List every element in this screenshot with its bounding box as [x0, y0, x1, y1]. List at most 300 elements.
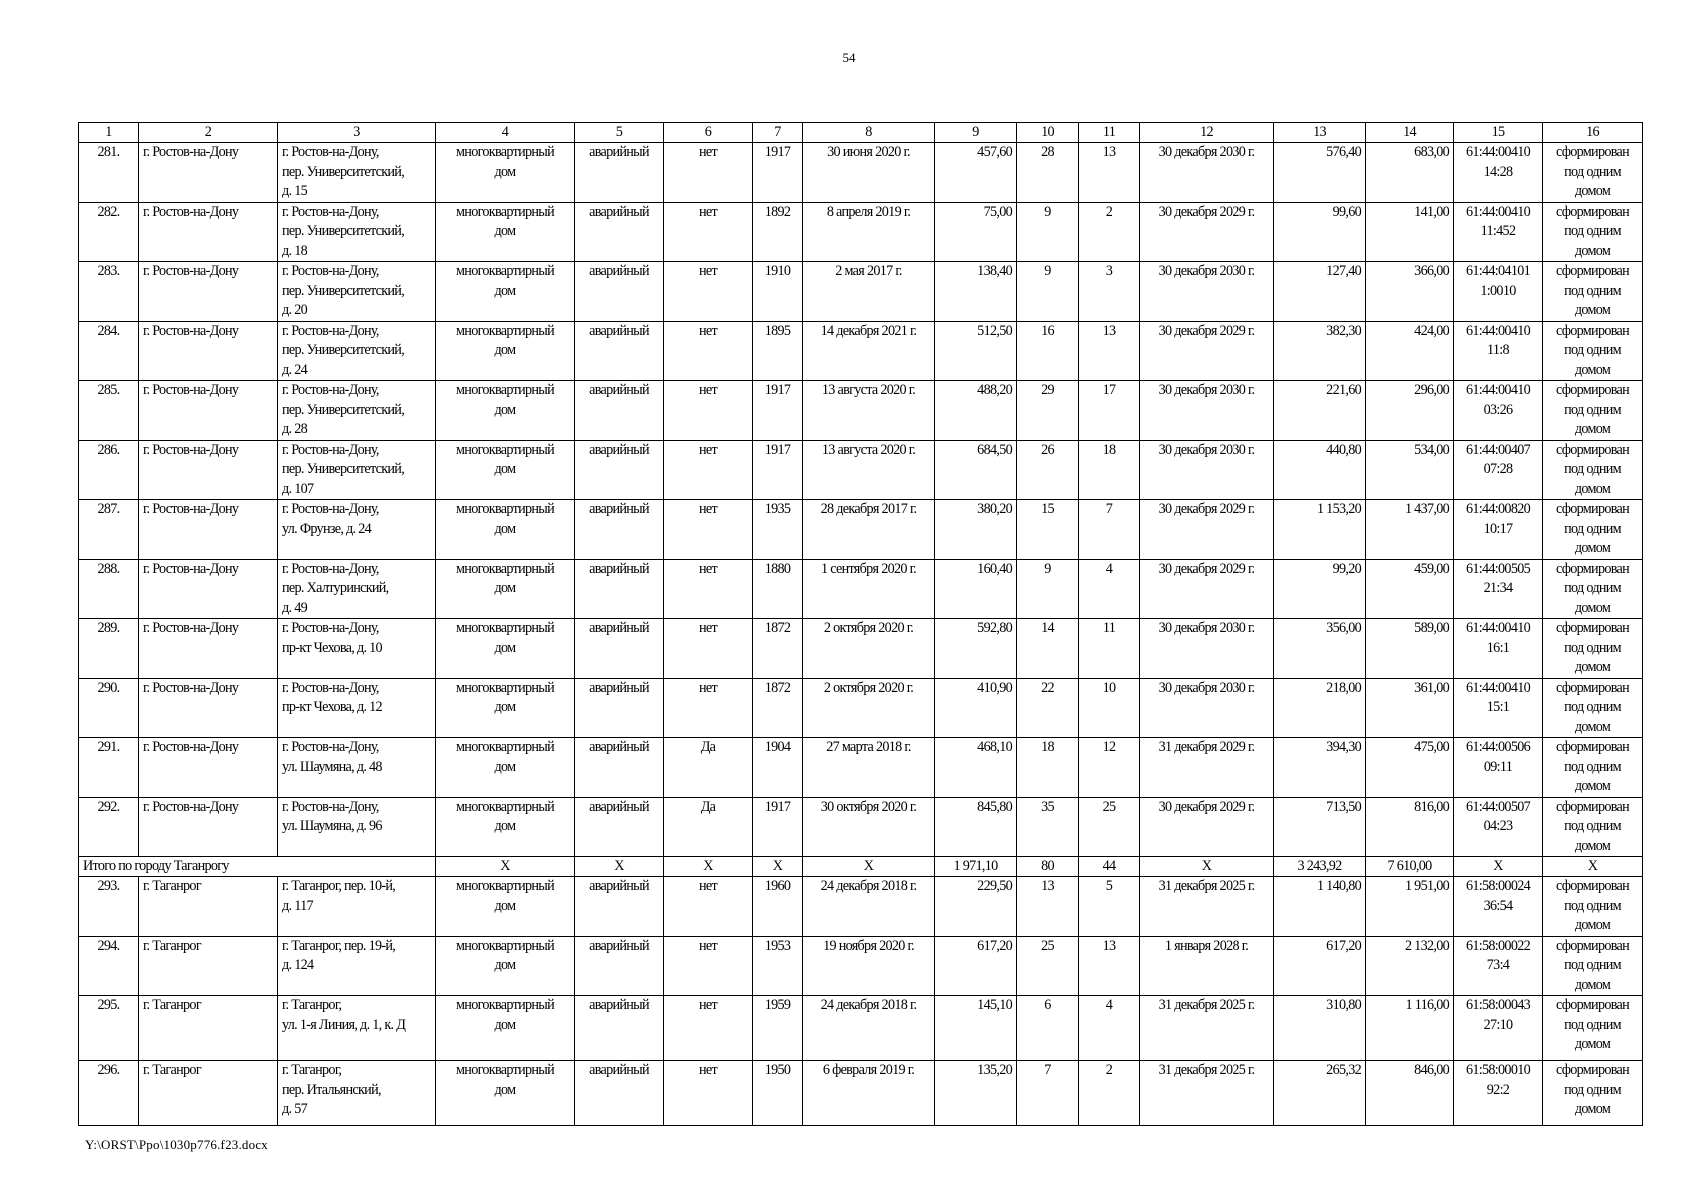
- address-line: д. 124: [282, 957, 314, 973]
- value-col13-line: 617,20: [1326, 937, 1361, 954]
- address-line: г. Ростов-на-Дону,: [282, 679, 379, 696]
- note: [1543, 202, 1643, 262]
- value-col10-line: 22: [1041, 679, 1054, 696]
- area: [935, 202, 1017, 262]
- address-line: ул. Шаумяна, д. 96: [282, 818, 382, 834]
- row-number: [79, 440, 139, 500]
- note: [1543, 1061, 1643, 1126]
- flag-line: нет: [699, 144, 717, 160]
- flag-line: нет: [699, 997, 717, 1013]
- value-col10: [1017, 559, 1079, 619]
- municipality-line: г. Ростов-на-Дону: [143, 679, 239, 696]
- building-type: [436, 877, 575, 937]
- municipality-line: г. Ростов-на-Дону: [143, 322, 239, 339]
- year-line: 1935: [764, 501, 791, 517]
- note-line: сформирован: [1555, 441, 1630, 458]
- value-col11-line: 4: [1105, 560, 1113, 577]
- year: [753, 619, 803, 679]
- address-line: пер. Университетский,: [282, 401, 405, 418]
- note-line: под одним: [1564, 580, 1621, 596]
- note-line: домом: [1574, 480, 1611, 497]
- planned-date: [1140, 738, 1274, 798]
- note-line: сформирован: [1555, 878, 1630, 894]
- status: [575, 1061, 664, 1126]
- table-row: [79, 202, 1643, 262]
- note-line: сформирован: [1555, 937, 1630, 954]
- value-col11: [1079, 262, 1140, 322]
- year-line: 1917: [764, 441, 791, 458]
- area-line: 512,50: [977, 322, 1012, 339]
- value-col10: [1017, 440, 1079, 500]
- year: [753, 877, 803, 937]
- building-type-line: дом: [494, 699, 516, 715]
- subtotal-c5: X: [575, 857, 664, 877]
- cadastral-number: [1454, 143, 1543, 203]
- value-col14: [1366, 797, 1454, 857]
- note-line: под одним: [1564, 282, 1621, 299]
- value-col14-line: 361,00: [1414, 679, 1449, 696]
- cadastral-number-line: 61:44:00410: [1465, 620, 1531, 636]
- address: [278, 202, 436, 262]
- value-col11-line: 13: [1102, 322, 1116, 339]
- table-row: [79, 381, 1643, 441]
- recognition-date: [803, 738, 935, 798]
- value-col13-line: 713,50: [1326, 798, 1361, 815]
- flag: [664, 996, 753, 1061]
- row-number-line: 296.: [97, 1062, 120, 1078]
- address: [278, 262, 436, 322]
- building-type: [436, 202, 575, 262]
- address-line: г. Таганрог, пер. 19-й,: [282, 937, 396, 954]
- year-line: 1917: [764, 382, 791, 398]
- cadastral-number: [1454, 381, 1543, 441]
- recognition-date-line: 27 марта 2018 г.: [826, 739, 911, 755]
- flag-line: нет: [699, 203, 717, 220]
- cadastral-number: [1454, 738, 1543, 798]
- value-col13: [1274, 738, 1366, 798]
- cadastral-number-line: 61:44:00410: [1465, 144, 1531, 160]
- value-col13-line: 265,32: [1326, 1062, 1361, 1078]
- planned-date: [1140, 797, 1274, 857]
- municipality-line: г. Ростов-на-Дону: [143, 441, 239, 458]
- building-type: [436, 381, 575, 441]
- value-col14: [1366, 440, 1454, 500]
- value-col13: [1274, 619, 1366, 679]
- value-col11: [1079, 619, 1140, 679]
- flag: [664, 202, 753, 262]
- value-col10: [1017, 143, 1079, 203]
- value-col11-line: 4: [1105, 997, 1113, 1013]
- address-line: пер. Университетский,: [282, 223, 405, 239]
- building-type-line: дом: [494, 1081, 516, 1098]
- building-type: [436, 936, 575, 996]
- flag-line: нет: [699, 441, 717, 458]
- value-col13-line: 99,20: [1332, 560, 1361, 577]
- value-col10: [1017, 202, 1079, 262]
- year: [753, 738, 803, 798]
- value-col10: [1017, 797, 1079, 857]
- value-col13: [1274, 877, 1366, 937]
- value-col11-line: 5: [1105, 878, 1113, 894]
- column-number: 8: [803, 123, 935, 143]
- recognition-date-line: 2 октября 2020 г.: [823, 620, 914, 636]
- flag-line: нет: [699, 382, 717, 398]
- building-type-line: многоквартирный: [456, 144, 554, 160]
- note-line: сформирован: [1555, 501, 1630, 517]
- address-line: ул. Шаумяна, д. 48: [282, 758, 382, 775]
- note-line: сформирован: [1555, 739, 1630, 755]
- year: [753, 440, 803, 500]
- municipality: [139, 1061, 278, 1126]
- recognition-date: [803, 619, 935, 679]
- address-line: г. Таганрог,: [282, 997, 342, 1013]
- value-col11-line: 2: [1105, 1062, 1113, 1078]
- cadastral-number-line: 61:44:00505: [1465, 560, 1531, 577]
- planned-date: [1140, 143, 1274, 203]
- value-col14: [1366, 262, 1454, 322]
- municipality: [139, 500, 278, 560]
- value-col13-line: 218,00: [1326, 679, 1361, 696]
- note: [1543, 738, 1643, 798]
- recognition-date: [803, 559, 935, 619]
- note-line: сформирован: [1555, 263, 1630, 279]
- recognition-date-line: 13 августа 2020 г.: [821, 441, 916, 458]
- value-col13-line: 310,80: [1326, 997, 1361, 1013]
- year-line: 1904: [764, 739, 791, 755]
- note-line: под одним: [1564, 1016, 1621, 1033]
- cadastral-number-line: 04:23: [1483, 818, 1513, 834]
- table-row: [79, 936, 1643, 996]
- table-row: [79, 559, 1643, 619]
- value-col10-line: 13: [1041, 878, 1054, 894]
- municipality: [139, 440, 278, 500]
- address-line: д. 57: [282, 1101, 307, 1117]
- cadastral-number-line: 61:58:00010: [1465, 1062, 1531, 1078]
- subtotal-c12: X: [1140, 857, 1274, 877]
- row-number: [79, 202, 139, 262]
- value-col14: [1366, 202, 1454, 262]
- address-line: д. 107: [282, 480, 314, 497]
- note-line: домом: [1574, 1036, 1611, 1052]
- status: [575, 500, 664, 560]
- note-line: домом: [1574, 1101, 1611, 1117]
- building-type-line: многоквартирный: [456, 620, 554, 636]
- value-col13: [1274, 936, 1366, 996]
- cadastral-number-line: 61:44:04101: [1465, 263, 1531, 279]
- area: [935, 877, 1017, 937]
- cadastral-number-line: 03:26: [1483, 401, 1513, 418]
- municipality-line: г. Ростов-на-Дону: [143, 144, 239, 160]
- cadastral-number-line: 61:44:00410: [1465, 382, 1531, 398]
- row-number-line: 288.: [97, 560, 120, 577]
- year-line: 1960: [764, 878, 791, 894]
- row-number: [79, 500, 139, 560]
- flag: [664, 797, 753, 857]
- flag: [664, 440, 753, 500]
- planned-date: [1140, 619, 1274, 679]
- cadastral-number-line: 07:28: [1483, 461, 1513, 477]
- building-type: [436, 321, 575, 381]
- emergency-housing-table: [78, 122, 1643, 1126]
- cadastral-number-line: 61:44:00410: [1465, 203, 1531, 220]
- cadastral-number-line: 61:44:00507: [1465, 798, 1531, 815]
- building-type: [436, 1061, 575, 1126]
- value-col14-line: 1 116,00: [1405, 997, 1449, 1013]
- address-line: д. 18: [282, 242, 307, 259]
- cadastral-number-line: 61:58:00022: [1465, 937, 1531, 954]
- value-col13-line: 440,80: [1326, 441, 1361, 458]
- subtotal-c4: X: [436, 857, 575, 877]
- status: [575, 678, 664, 738]
- status: [575, 262, 664, 322]
- building-type-line: многоквартирный: [456, 679, 554, 696]
- flag-line: нет: [699, 560, 717, 577]
- row-number: [79, 559, 139, 619]
- flag-line: нет: [699, 263, 717, 279]
- address-line: пер. Университетский,: [282, 342, 405, 358]
- value-col10-line: 28: [1041, 144, 1054, 160]
- flag-line: нет: [699, 322, 717, 339]
- planned-date-line: 30 декабря 2029 г.: [1158, 322, 1255, 339]
- value-col13-line: 99,60: [1332, 203, 1361, 220]
- note-line: домом: [1574, 302, 1611, 318]
- area: [935, 1061, 1017, 1126]
- building-type-line: дом: [494, 818, 516, 834]
- note: [1543, 559, 1643, 619]
- note-line: домом: [1574, 837, 1611, 854]
- value-col11-line: 3: [1105, 263, 1113, 279]
- municipality: [139, 738, 278, 798]
- year-line: 1910: [764, 263, 791, 279]
- municipality-line: г. Таганрог: [143, 937, 201, 954]
- row-number-line: 283.: [97, 263, 120, 279]
- note: [1543, 619, 1643, 679]
- recognition-date-line: 24 декабря 2018 г.: [820, 878, 917, 894]
- cadastral-number: [1454, 936, 1543, 996]
- cadastral-number: [1454, 321, 1543, 381]
- value-col10: [1017, 381, 1079, 441]
- building-type-line: многоквартирный: [456, 997, 554, 1013]
- status: [575, 738, 664, 798]
- address: [278, 440, 436, 500]
- value-col14-line: 296,00: [1414, 382, 1449, 398]
- building-type: [436, 738, 575, 798]
- value-col14: [1366, 678, 1454, 738]
- cadastral-number-line: 61:44:00410: [1465, 322, 1531, 339]
- year-line: 1872: [764, 620, 791, 636]
- cadastral-number-line: 09:11: [1483, 758, 1513, 775]
- value-col10-line: 9: [1044, 560, 1051, 577]
- building-type-line: дом: [494, 342, 516, 358]
- value-col13-line: 1 140,80: [1316, 878, 1361, 894]
- status: [575, 619, 664, 679]
- column-number: 4: [436, 123, 575, 143]
- value-col10-line: 29: [1041, 382, 1054, 398]
- planned-date-line: 30 декабря 2029 г.: [1158, 798, 1255, 815]
- building-type: [436, 678, 575, 738]
- note: [1543, 381, 1643, 441]
- value-col14-line: 459,00: [1414, 560, 1449, 577]
- area-line: 684,50: [977, 441, 1012, 458]
- column-number: 3: [278, 123, 436, 143]
- year: [753, 678, 803, 738]
- table-row: [79, 1061, 1643, 1126]
- value-col14-line: 534,00: [1414, 441, 1449, 458]
- address: [278, 143, 436, 203]
- value-col10: [1017, 877, 1079, 937]
- value-col13: [1274, 321, 1366, 381]
- column-number: 14: [1366, 123, 1454, 143]
- recognition-date: [803, 202, 935, 262]
- status-line: аварийный: [589, 501, 649, 517]
- building-type-line: дом: [494, 223, 516, 239]
- municipality-line: г. Таганрог: [143, 997, 201, 1013]
- column-number: 2: [139, 123, 278, 143]
- planned-date: [1140, 500, 1274, 560]
- year-line: 1880: [764, 560, 791, 577]
- year-line: 1959: [764, 997, 791, 1013]
- cadastral-number-line: 61:58:00043: [1465, 997, 1531, 1013]
- address-line: ул. 1-я Линия, д. 1, к. Д: [282, 1016, 406, 1033]
- building-type: [436, 559, 575, 619]
- value-col14-line: 589,00: [1414, 620, 1449, 636]
- column-number: 1: [79, 123, 139, 143]
- table-row: [79, 321, 1643, 381]
- year-line: 1917: [764, 798, 791, 815]
- status: [575, 996, 664, 1061]
- year: [753, 381, 803, 441]
- note-line: домом: [1574, 976, 1611, 993]
- cadastral-number-line: 1:0010: [1480, 282, 1516, 299]
- value-col10: [1017, 500, 1079, 560]
- area: [935, 500, 1017, 560]
- note-line: под одним: [1564, 897, 1621, 914]
- value-col11-line: 13: [1102, 144, 1116, 160]
- row-number-line: 290.: [97, 679, 120, 696]
- status-line: аварийный: [589, 203, 649, 220]
- subtotal-c16: X: [1543, 857, 1643, 877]
- subtotal-c7: X: [753, 857, 803, 877]
- status-line: аварийный: [589, 144, 649, 160]
- municipality: [139, 877, 278, 937]
- building-type-line: дом: [494, 758, 516, 775]
- value-col14: [1366, 996, 1454, 1061]
- planned-date: [1140, 202, 1274, 262]
- municipality: [139, 559, 278, 619]
- value-col13-line: 1 153,20: [1316, 501, 1361, 517]
- recognition-date-line: 8 апреля 2019 г.: [826, 203, 911, 220]
- recognition-date: [803, 262, 935, 322]
- recognition-date: [803, 877, 935, 937]
- status-line: аварийный: [589, 937, 649, 954]
- row-number: [79, 321, 139, 381]
- flag: [664, 559, 753, 619]
- recognition-date: [803, 381, 935, 441]
- value-col11-line: 10: [1102, 679, 1116, 696]
- cadastral-number: [1454, 996, 1543, 1061]
- recognition-date: [803, 440, 935, 500]
- area: [935, 678, 1017, 738]
- row-number: [79, 381, 139, 441]
- subtotal-c9: 1 971,10: [935, 857, 1017, 877]
- cadastral-number-line: 11:8: [1487, 342, 1509, 358]
- status-line: аварийный: [589, 560, 649, 577]
- row-number-line: 282.: [97, 203, 120, 220]
- address-line: ул. Фрунзе, д. 24: [282, 520, 372, 537]
- column-number: 6: [664, 123, 753, 143]
- recognition-date: [803, 996, 935, 1061]
- note: [1543, 500, 1643, 560]
- planned-date-line: 1 января 2028 г.: [1164, 937, 1249, 954]
- area-line: 592,80: [977, 620, 1012, 636]
- recognition-date: [803, 678, 935, 738]
- address-line: г. Ростов-на-Дону,: [282, 798, 379, 815]
- note-line: под одним: [1564, 957, 1621, 973]
- value-col10-line: 15: [1041, 501, 1054, 517]
- value-col14: [1366, 619, 1454, 679]
- planned-date-line: 30 декабря 2030 г.: [1158, 382, 1255, 398]
- building-type-line: многоквартирный: [456, 1062, 554, 1078]
- table-row: [79, 877, 1643, 937]
- address: [278, 678, 436, 738]
- note-line: домом: [1574, 917, 1611, 933]
- table-row: [79, 500, 1643, 560]
- flag: [664, 678, 753, 738]
- address-line: г. Таганрог,: [282, 1062, 342, 1078]
- area: [935, 738, 1017, 798]
- value-col13: [1274, 559, 1366, 619]
- address: [278, 321, 436, 381]
- area: [935, 143, 1017, 203]
- value-col14-line: 683,00: [1414, 144, 1449, 160]
- note-line: сформирован: [1555, 620, 1630, 636]
- table-row: [79, 738, 1643, 798]
- cadastral-number-line: 61:44:00407: [1465, 441, 1531, 458]
- flag-line: нет: [699, 501, 717, 517]
- address: [278, 877, 436, 937]
- municipality-line: г. Таганрог: [143, 1062, 201, 1078]
- address-line: пер. Халтуринский,: [282, 580, 389, 596]
- recognition-date: [803, 500, 935, 560]
- address-line: д. 15: [282, 183, 307, 199]
- flag: [664, 500, 753, 560]
- value-col11-line: 12: [1102, 739, 1116, 755]
- subtotal-c10: 80: [1017, 857, 1079, 877]
- value-col13: [1274, 1061, 1366, 1126]
- flag: [664, 619, 753, 679]
- cadastral-number: [1454, 1061, 1543, 1126]
- note-line: домом: [1574, 242, 1611, 259]
- value-col11-line: 2: [1105, 203, 1113, 220]
- note-line: сформирован: [1555, 679, 1630, 696]
- row-number-line: 287.: [97, 501, 120, 517]
- address: [278, 559, 436, 619]
- municipality-line: г. Ростов-на-Дону: [143, 203, 239, 220]
- value-col14: [1366, 1061, 1454, 1126]
- address: [278, 381, 436, 441]
- value-col14: [1366, 877, 1454, 937]
- value-col14-line: 846,00: [1414, 1062, 1449, 1078]
- row-number-line: 289.: [97, 620, 120, 636]
- status: [575, 381, 664, 441]
- note-line: под одним: [1564, 1081, 1621, 1098]
- value-col11: [1079, 143, 1140, 203]
- municipality-line: г. Ростов-на-Дону: [143, 739, 239, 755]
- building-type-line: дом: [494, 401, 516, 418]
- cadastral-number: [1454, 440, 1543, 500]
- subtotal-c14: 7 610,00: [1366, 857, 1454, 877]
- year-line: 1892: [764, 203, 791, 220]
